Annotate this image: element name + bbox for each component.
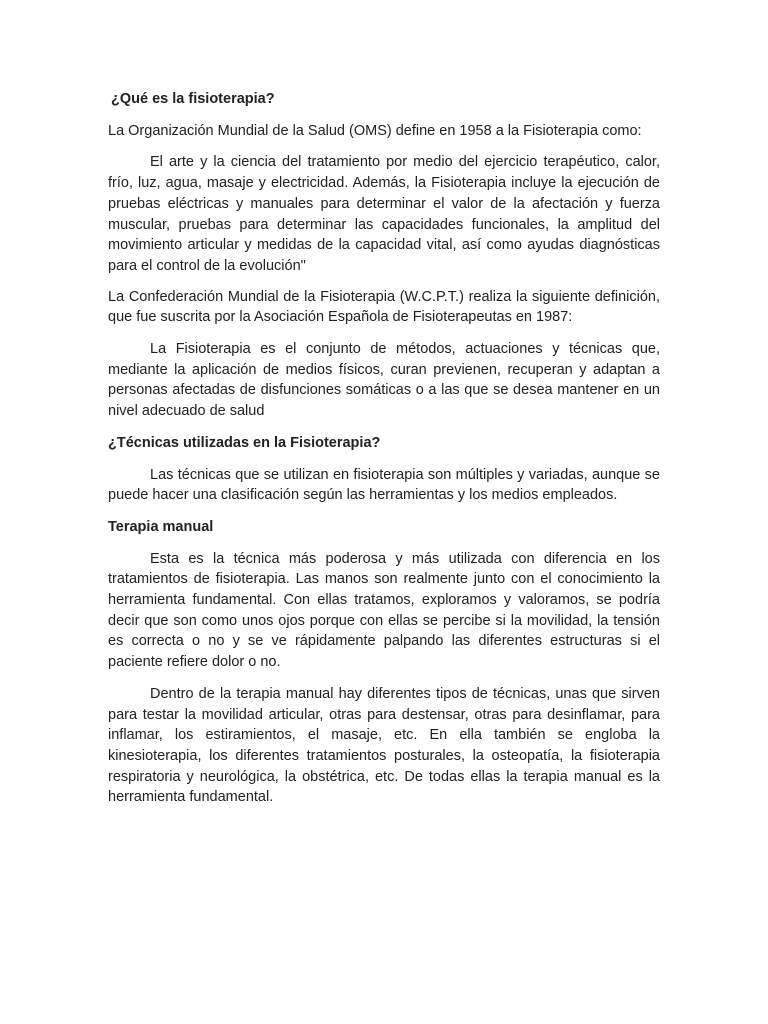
paragraph-oms-definition: El arte y la ciencia del tratamiento por medio del ejercicio terapéutico, calor, frío, luz, agua, masaje y electricidad. Además, la Fisioterapia incluye la ejecución de pruebas eléctricas y manuales para determinar el valor de la afectación y fuerza muscular, pruebas para determinar las capacidades funcionales, la amplitud del movimiento articular y medidas de la capacidad vital, así como ayudas diagnósticas para el control de la evolución" <box>108 154 660 274</box>
heading-que-es-fisioterapia: ¿Qué es la fisioterapia? <box>111 91 275 107</box>
paragraph-terapia-manual-1: Esta es la técnica más poderosa y más utilizada con diferencia en los tratamientos de fisioterapia. Las manos son realmente junto con el conocimiento la herramienta fundamental. Con ellas tratamos, exploramos y valoramos, se podría decir que son como unos ojos porque con ellas se percibe si la movilidad, la tensión es correcta o no y se ve rápidamente palpando las diferentes estructuras si el paciente refiere dolor o no. <box>108 550 660 671</box>
paragraph-terapia-manual-2: Dentro de la terapia manual hay diferentes tipos de técnicas, unas que sirven para testar la movilidad articular, otras para destensar, otras para desinflamar, para inflamar, los estiramientos, el masaje, etc. En ella también se engloba la kinesioterapia, los diferentes tratamientos posturales, la osteopatía, la fisioterapia respiratoria y neurológica, la obstétrica, etc. De todas ellas la terapia manual es la herramienta fundamental. <box>108 685 660 806</box>
paragraph-wcpt-intro: La Confederación Mundial de la Fisioterapia (W.C.P.T.) realiza la siguiente definición, que fue suscrita por la Asociación Española de Fisioterapeutas en 1987: <box>108 288 660 326</box>
heading-tecnicas: ¿Técnicas utilizadas en la Fisioterapia? <box>108 434 381 451</box>
paragraph-oms-intro: La Organización Mundial de la Salud (OMS) define en 1958 a la Fisioterapia como: <box>108 122 642 139</box>
paragraph-tecnicas-intro: Las técnicas que se utilizan en fisioterapia son múltiples y variadas, aunque se puede hacer una clasificación según las herramientas y los medios empleados. <box>108 466 660 504</box>
heading-terapia-manual: Terapia manual <box>108 518 214 535</box>
paragraph-wcpt-definition: La Fisioterapia es el conjunto de métodos, actuaciones y técnicas que, mediante la aplicación de medios físicos, curan previenen, recuperan y adaptan a personas afectadas de disfunciones somáticas o a las que se desea mantener en un nivel adecuado de salud <box>108 341 660 420</box>
